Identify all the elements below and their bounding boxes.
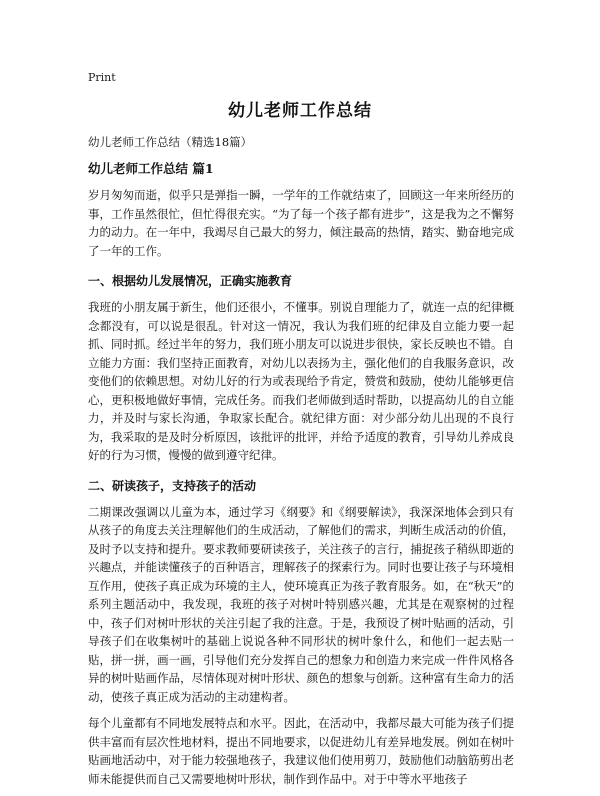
article-heading: 幼儿老师工作总结 篇1 <box>88 161 214 176</box>
document-content <box>88 134 514 796</box>
document-subtitle: 幼儿老师工作总结（精选18篇） <box>88 135 253 149</box>
section-2-paragraph-2: 每个儿童都有不同地发展特点和水平。因此，在活动中，我都尽最大可能为孩子们提供丰富而有层次性地材料，提出不同地要求，以促进幼儿有差异地发展。例如在树叶贴画地活动中，对于能力较强地孩子，我建议他们使用剪刀，鼓励他们动脑筋剪出老师未能提供而自己又需要地树叶形状，制作到作品中。对于中等水平地孩子 <box>88 716 514 786</box>
intro-paragraph: 岁月匆匆而逝，似乎只是弹指一瞬，一学年的工作就结束了，回顾这一年来所经历的事，工作虽然很忙，但忙得很充实。“为了每一个孩子都有进步”，这是我为之不懈努力的动力。在一年中，我竭尽自己最大的努力，倾注最高的热情，踏实、勤奋地完成了一年的工作。 <box>88 188 514 258</box>
section-2-paragraph: 二期课改强调以儿童为本，通过学习《纲要》和《纲要解读》，我深深地体会到只有从孩子的角度去关注理解他们的生成活动，了解他们的需求，判断生成活动的价值，及时予以支持和提升。要求教师要研读孩子，关注孩子的言行，捕捉孩子稍纵即逝的兴趣点，并能读懂孩子的百种语言，理解孩子的探索行为。同时也要让孩子与环境相互作用，使孩子真正成为环境的主人，使环境真正为孩子教育服务。如，在“秋天”的系列主题活动中，我发现，我班的孩子对树叶特别感兴趣，尤其是在观察树的过程中，孩子们对树叶形状的关注引起了我的注意。于是，我预设了树叶贴画的活动，引导孩子们在收集树叶的基础上说说各种不同形状的树叶象什么，和他们一起去贴一贴，拼一拼，画一画，引导他们充分发挥自己的想象力和创造力来完成一件件风格各异的树叶贴画作品，尽情体现对树叶形状、颜色的想象与创新。这种富有生命力的活动，使孩子真正成为活动的主动建构者。 <box>88 504 514 704</box>
document-title: 幼儿老师工作总结 <box>228 101 372 121</box>
section-heading-2: 二、研读孩子，支持孩子的活动 <box>88 478 257 493</box>
section-heading-1: 一、根据幼儿发展情况，正确实施教育 <box>88 274 293 288</box>
section-1-paragraph: 我班的小朋友属于新生，他们还很小，不懂事。别说自理能力了，就连一点的纪律概念都没有，可以说是很乱。针对这一情况，我认为我们班的纪律及自立能力要一起抓、同时抓。经过半年的努力，我们班小朋友可以说进步很快，家长反映也不错。自立能力方面：我们坚持正面教育，对幼儿以表扬为主，强化他们的自我服务意识，改变他们的依赖思想。对幼儿好的行为或表现给予肯定，赞赏和鼓励，使幼儿能够更信心，更积极地做好事情，完成任务。而我们老师做到适时帮助，以提高幼儿的自立能力，并及时与家长沟通，争取家长配合。就纪律方面：对少部分幼儿出现的不良行为，我采取的是及时分析原因，该批评的批评，并给予适度的教育，引导幼儿养成良好的行为习惯，慢慢的做到遵守纪律。 <box>88 300 514 462</box>
print-link[interactable]: Print <box>88 71 116 84</box>
